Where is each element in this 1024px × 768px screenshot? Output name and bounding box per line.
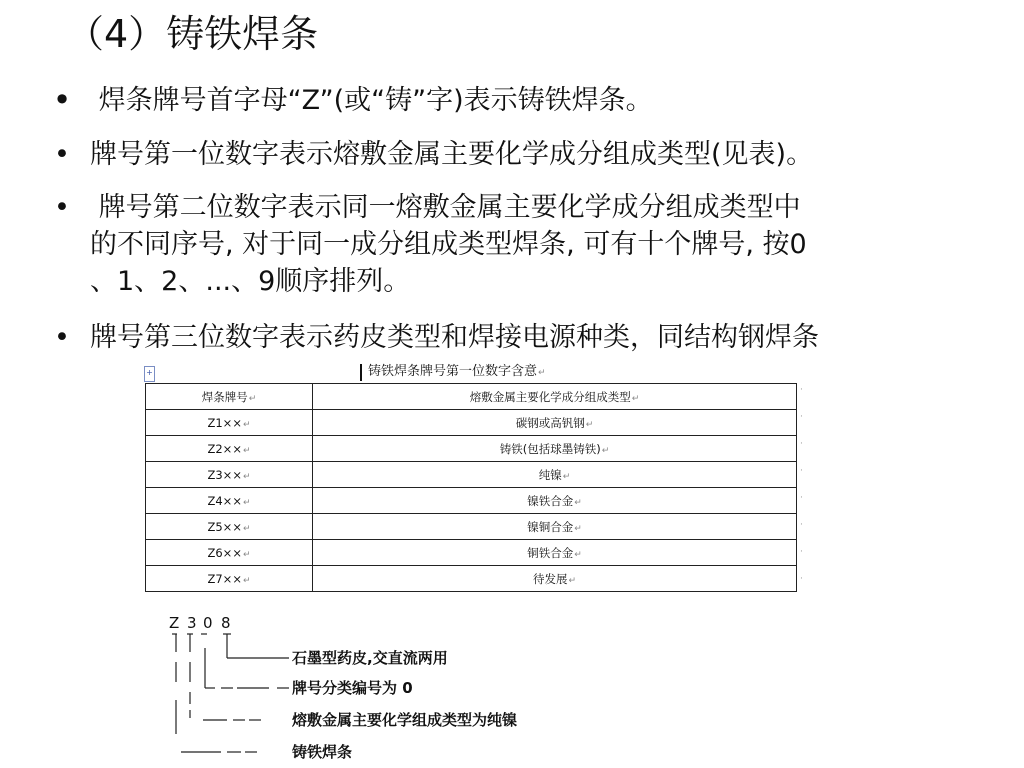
cell-text: 碳钢或高钒钢 [515, 415, 585, 430]
cell-text: Z2×× [207, 441, 242, 456]
paragraph-mark: ↵ [562, 471, 571, 482]
paragraph-mark: ↵ [568, 575, 577, 586]
cell-type [313, 462, 797, 488]
cell-text: Z7×× [207, 571, 242, 586]
caption-text: 铸铁焊条牌号第一位数字含意 [368, 364, 538, 379]
bullet-item [52, 189, 1002, 300]
cell-code [146, 462, 313, 488]
cell-text: Z6×× [207, 545, 242, 560]
bullet-text: 牌号第三位数字表示药皮类型和焊接电源种类，同结构钢焊条 [90, 322, 819, 353]
cell-code [146, 514, 313, 540]
paragraph-mark: ↵ [242, 471, 251, 482]
bullet-text: 牌号第二位数字表示同一熔敷金属主要化学成分组成类型中 的不同序号, 对于同一成分组成类型焊条, 可有十个牌号, 按0 、1、2、...、9顺序排列。 [90, 192, 807, 297]
row-end-mark: · [800, 412, 803, 422]
composition-table [145, 383, 797, 592]
bullet-item [52, 319, 1002, 356]
cell-text: Z1×× [207, 415, 242, 430]
bullet-text: 焊条牌号首字母“Z”(或“铸”字)表示铸铁焊条。 [90, 85, 653, 116]
note-category: 铸铁焊条 [292, 743, 353, 761]
cell-code [146, 566, 313, 592]
table-header-row [146, 384, 797, 410]
cell-text: 待发展 [532, 571, 568, 586]
bullet-dot: • [54, 139, 70, 170]
header-text: 焊条牌号 [201, 389, 248, 404]
paragraph-mark: ↵ [574, 549, 582, 560]
cell-type [313, 488, 797, 514]
paragraph-mark: ↵ [631, 393, 640, 404]
cell-code [146, 436, 313, 462]
table-row [146, 540, 797, 566]
row-end-mark: · [800, 520, 803, 530]
cell-code [146, 540, 313, 566]
table-row [146, 514, 797, 540]
text-cursor [360, 364, 362, 381]
table-row [146, 462, 797, 488]
paragraph-mark: ↵ [242, 549, 251, 560]
bullet-dot: • [54, 322, 70, 353]
code-explanation-diagram [165, 612, 645, 768]
cell-type [313, 540, 797, 566]
header-text: 熔敷金属主要化学成分组成类型 [469, 389, 631, 404]
bullet-item [52, 136, 1002, 173]
code-letter: Z [169, 614, 180, 632]
note-composition: 熔敷金属主要化学组成类型为纯镍 [292, 711, 518, 729]
cell-code [146, 410, 313, 436]
paragraph-mark: ↵ [574, 497, 582, 508]
table-anchor-icon[interactable]: + [144, 366, 155, 382]
cell-text: 铜铁合金 [527, 545, 574, 560]
note-coating: 石墨型药皮,交直流两用 [292, 649, 448, 667]
cell-text: 铸铁(包括球墨铸铁) [499, 441, 601, 456]
paragraph-mark: ↵ [242, 497, 251, 508]
cell-type [313, 436, 797, 462]
paragraph-mark: ↵ [538, 368, 546, 378]
bullet-dot: • [52, 81, 72, 119]
row-end-mark: · [800, 547, 803, 557]
bullet-text: 牌号第一位数字表示熔敷金属主要化学成分组成类型(见表)。 [90, 139, 814, 170]
paragraph-mark: ↵ [601, 445, 610, 456]
header-cell-type [313, 384, 797, 410]
cell-text: 镍铜合金 [527, 519, 574, 534]
code-digit: 3 [187, 614, 197, 632]
paragraph-mark: ↵ [242, 575, 251, 586]
paragraph-mark: ↵ [574, 523, 582, 534]
cell-type [313, 410, 797, 436]
paragraph-mark: ↵ [248, 393, 257, 404]
row-end-mark: · [800, 574, 803, 584]
cell-type [313, 566, 797, 592]
row-end-mark: · [800, 493, 803, 503]
table-row [146, 410, 797, 436]
code-digit: 8 [221, 614, 231, 632]
note-serial: 牌号分类编号为 0 [292, 679, 413, 697]
slide-title: （4）铸铁焊条 [66, 12, 319, 56]
table-caption [368, 362, 546, 383]
header-cell-code [146, 384, 313, 410]
row-end-mark: · [800, 466, 803, 476]
bullet-item [52, 82, 1002, 119]
row-end-mark: · [800, 439, 803, 449]
cell-type [313, 514, 797, 540]
paragraph-mark: ↵ [242, 445, 251, 456]
table-row [146, 436, 797, 462]
bullet-dot: • [54, 192, 70, 223]
paragraph-mark: ↵ [242, 523, 251, 534]
table-row [146, 488, 797, 514]
cell-text: Z4×× [207, 493, 242, 508]
cell-code [146, 488, 313, 514]
paragraph-mark: ↵ [585, 419, 594, 430]
table-row [146, 566, 797, 592]
cell-text: 纯镍 [538, 467, 562, 482]
paragraph-mark: ↵ [242, 419, 251, 430]
code-digit: 0 [203, 614, 213, 632]
row-end-mark: · [800, 385, 803, 395]
cell-text: Z5×× [207, 519, 242, 534]
cell-text: Z3×× [207, 467, 242, 482]
cell-text: 镍铁合金 [527, 493, 574, 508]
